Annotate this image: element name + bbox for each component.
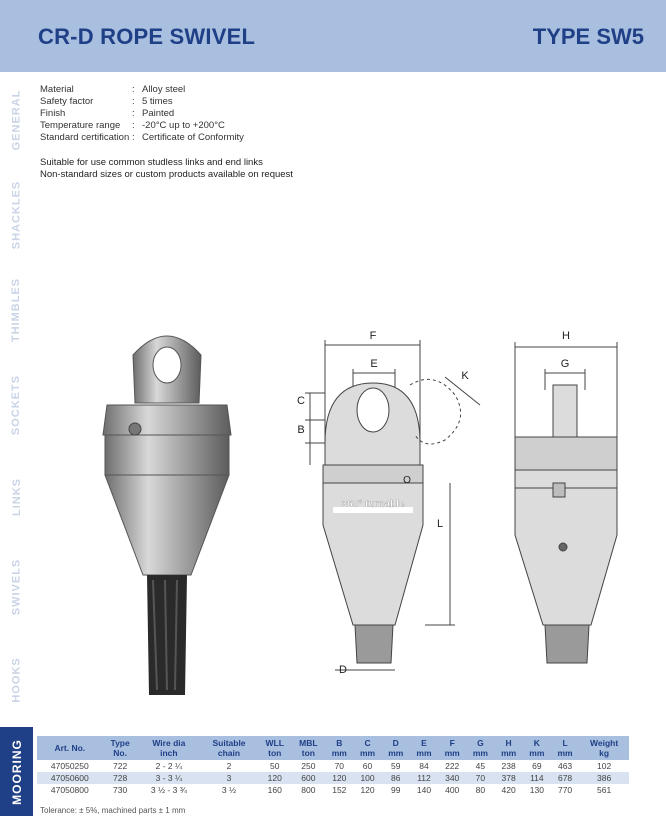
dim-label-c: C	[297, 395, 305, 407]
tab-general[interactable]: GENERAL	[10, 89, 23, 150]
dim-label-k: K	[461, 370, 469, 382]
col-d: D mm	[388, 738, 404, 758]
front-view-drawing	[295, 325, 495, 685]
spec-value: 5 times	[142, 96, 173, 107]
notes	[40, 157, 293, 181]
col-weight: Weight kg	[589, 738, 619, 758]
spec-label: Finish	[40, 108, 66, 119]
spec-row: Material : Alloy steel	[40, 84, 186, 95]
col-wire-dia: Wire dia inch	[152, 738, 186, 758]
col-e: E mm	[416, 738, 432, 758]
col-wll: WLL ton	[265, 738, 284, 758]
col-l: L mm	[557, 738, 573, 758]
table-header-row	[37, 736, 629, 760]
spec-value: -20°C up to +200°C	[142, 120, 225, 131]
product-photo	[95, 325, 240, 700]
table-row: 47050250 722 2 - 2 ¼ 2 50 250 70 60 59 84 222 45 238 69 463 102	[50, 761, 612, 771]
spec-value: Painted	[142, 108, 175, 119]
table-row: 47050600 728 3 - 3 ¼ 3 120 600 120 100 86 112 340 70 378 114 678 386	[37, 772, 629, 784]
col-c: C mm	[359, 738, 376, 758]
spec-label: Temperature range	[40, 120, 121, 131]
col-h: H mm	[501, 738, 517, 758]
col-b: B mm	[331, 738, 347, 758]
col-type: Type No.	[110, 738, 130, 758]
note-line: Non-standard sizes or custom products available on request	[40, 169, 293, 180]
tab-links[interactable]: LINKS	[10, 478, 23, 516]
col-mbl: MBL ton	[299, 738, 318, 758]
col-f: F mm	[444, 738, 460, 758]
tab-swivels[interactable]: SWIVELS	[10, 558, 23, 616]
side-view-drawing	[505, 325, 630, 665]
spec-row: Safety factor : 5 times	[40, 96, 173, 107]
dim-label-h: H	[562, 330, 570, 342]
tab-thimbles[interactable]: THIMBLES	[10, 277, 23, 342]
dim-label-e: E	[370, 358, 378, 370]
dim-label-d: D	[339, 664, 347, 676]
spec-value: Alloy steel	[142, 84, 186, 95]
col-k: K mm	[529, 738, 545, 758]
product-type: TYPE SW5	[532, 24, 644, 49]
dim-label-g: G	[560, 358, 570, 370]
tab-shackles[interactable]: SHACKLES	[10, 180, 23, 249]
header-banner	[0, 0, 666, 72]
spec-list	[40, 84, 244, 144]
spec-row: Finish : Painted	[40, 108, 175, 119]
dim-label-l: L	[436, 518, 444, 530]
col-g: G mm	[472, 738, 488, 758]
col-suitable-chain: Suitable chain	[212, 738, 246, 758]
spec-label: Standard certification	[40, 132, 130, 143]
note-line: Suitable for use common studless links and end links	[40, 157, 263, 168]
spec-label: Safety factor	[40, 96, 94, 107]
tab-sockets[interactable]: SOCKETS	[10, 374, 23, 435]
product-title: CR-D ROPE SWIVEL	[38, 24, 256, 49]
dim-label-f: F	[369, 330, 377, 342]
tab-hooks[interactable]: HOOKS	[10, 656, 23, 703]
turnable-label: 360° turnable	[341, 499, 405, 510]
tolerance-note: Tolerance: ± 5%, machined parts ± 1 mm	[40, 806, 186, 815]
spec-label: Material	[40, 84, 74, 95]
sidebar	[0, 72, 33, 816]
table-row: 47050800 730 3 ½ - 3 ¾ 3 ½ 160 800 152 120 99 140 400 80 420 130 770 561	[50, 785, 612, 795]
spec-value: Certificate of Conformity	[142, 132, 244, 143]
spec-row: Standard certification : Certificate of Conformity	[40, 132, 244, 143]
tab-mooring[interactable]: MOORING	[0, 727, 33, 816]
col-art-no: Art. No.	[54, 743, 86, 753]
dim-label-o: O	[403, 475, 411, 486]
dim-label-b: B	[297, 424, 305, 436]
product-table	[37, 736, 629, 796]
spec-row: Temperature range : -20°C up to +200°C	[40, 120, 225, 131]
